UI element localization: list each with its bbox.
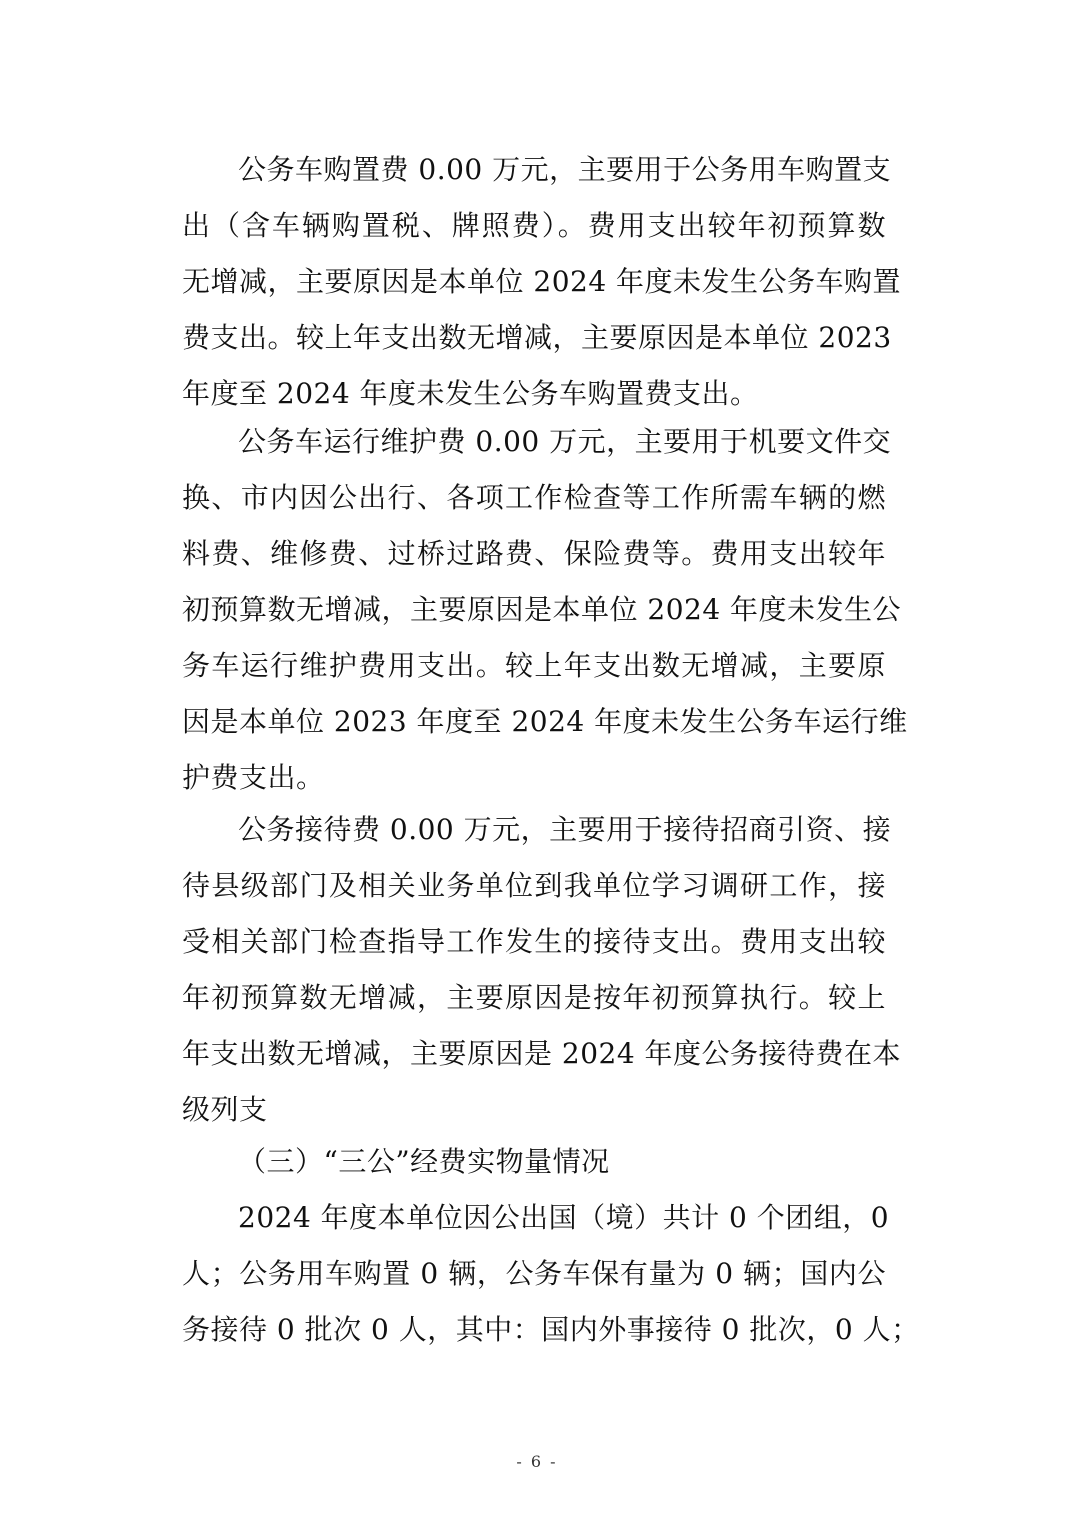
paragraph-line: 人；公务用车购置 0 辆，公务车保有量为 0 辆；国内公 [182, 1257, 886, 1290]
paragraph-line: 费支出。较上年支出数无增减，主要原因是本单位 2023 [182, 321, 892, 354]
paragraph-line: 护费支出。 [182, 761, 325, 794]
paragraph-line: 2024 年度本单位因公出国（境）共计 0 个团组，0 [238, 1201, 890, 1234]
paragraph-line: 受相关部门检查指导工作发生的接待支出。费用支出较 [182, 925, 886, 958]
section-heading: （三）“三公”经费实物量情况 [238, 1145, 610, 1178]
page-number: - 6 - [516, 1452, 558, 1471]
paragraph-line: 年初预算数无增减，主要原因是按年初预算执行。较上 [182, 981, 886, 1014]
paragraph-line: 初预算数无增减，主要原因是本单位 2024 年度未发生公 [182, 593, 902, 626]
paragraph-line: 务接待 0 批次 0 人，其中：国内外事接待 0 批次，0 人； [182, 1313, 920, 1346]
paragraph-line: 换、市内因公出行、各项工作检查等工作所需车辆的燃 [182, 481, 886, 514]
paragraph-line: 待县级部门及相关业务单位到我单位学习调研工作，接 [182, 869, 886, 902]
paragraph-line: 公务车购置费 0.00 万元，主要用于公务用车购置支 [238, 153, 892, 186]
paragraph-line: 年支出数无增减，主要原因是 2024 年度公务接待费在本 [182, 1037, 902, 1070]
paragraph-line: 料费、维修费、过桥过路费、保险费等。费用支出较年 [182, 537, 886, 570]
paragraph-line: 公务接待费 0.00 万元，主要用于接待招商引资、接 [238, 813, 892, 846]
paragraph-line: 务车运行维护费用支出。较上年支出数无增减，主要原 [182, 649, 886, 682]
paragraph-line: 公务车运行维护费 0.00 万元，主要用于机要文件交 [238, 425, 892, 458]
paragraph-line: 因是本单位 2023 年度至 2024 年度未发生公务车运行维 [182, 705, 908, 738]
paragraph-line: 无增减，主要原因是本单位 2024 年度未发生公务车购置 [182, 265, 902, 298]
paragraph-line: 年度至 2024 年度未发生公务车购置费支出。 [182, 377, 759, 410]
paragraph-line: 出（含车辆购置税、牌照费）。费用支出较年初预算数 [182, 209, 886, 242]
paragraph-line: 级列支 [182, 1093, 268, 1126]
